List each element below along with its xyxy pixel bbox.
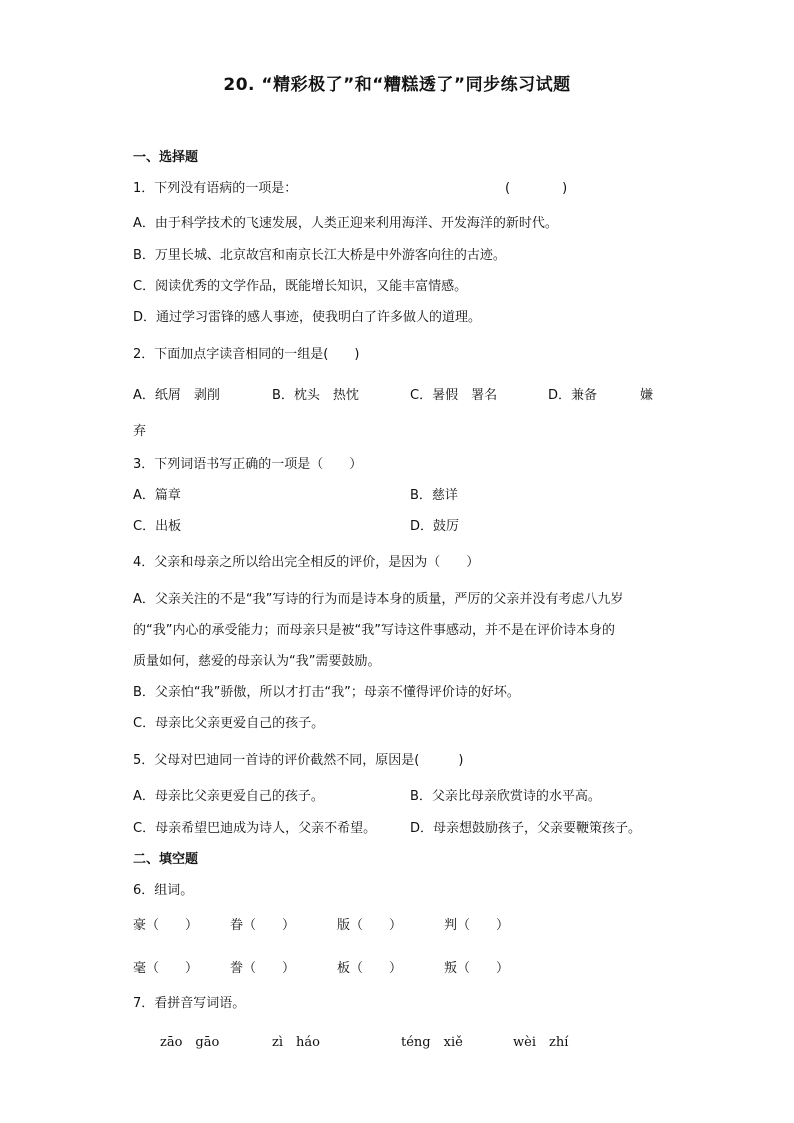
q7-pinyin-zihao: zì háo	[272, 1035, 320, 1050]
q4-option-a-line1: A．父亲关注的不是“我”写诗的行为而是诗本身的质量，严厉的父亲并没有考虑八九岁	[133, 592, 624, 607]
section-choice-heading: 一、选择题	[133, 150, 199, 165]
q6-word-juan: 眷（ ）	[230, 918, 296, 933]
q1-option-c: C．阅读优秀的文学作品，既能增长知识，又能丰富情感。	[133, 279, 468, 294]
q6-word-pan: 判（ ）	[444, 918, 510, 933]
q6-word-ban: 版（ ）	[337, 918, 403, 933]
q2-option-d: D．兼备	[548, 388, 598, 403]
q1-option-b: B．万里长城、北京故宫和南京长江大桥是中外游客向往的古迹。	[133, 248, 506, 263]
q5-option-b: B．父亲比母亲欣赏诗的水平高。	[410, 789, 601, 804]
q6-word-hao: 豪（ ）	[133, 918, 199, 933]
q7-pinyin-tengxie: téng xiě	[401, 1035, 463, 1050]
q2-stem: 2．下面加点字读音相同的一组是( )	[133, 347, 360, 362]
page-title: 20. “精彩极了”和“糟糕透了”同步练习试题	[223, 75, 571, 95]
q3-option-a: A．篇章	[133, 488, 181, 503]
q7-pinyin-weizhi: wèi zhí	[513, 1035, 569, 1050]
q1-option-d: D．通过学习雷锋的感人事迹，使我明白了许多做人的道理。	[133, 310, 482, 325]
q5-stem: 5．父母对巴迪同一首诗的评价截然不同，原因是( )	[133, 753, 464, 768]
q2-option-d-wrap: 弃	[133, 424, 147, 439]
q7-stem: 7．看拼音写词语。	[133, 996, 246, 1011]
q6-word-hao2: 毫（ ）	[133, 961, 199, 976]
q6-word-teng: 誊（ ）	[230, 961, 296, 976]
q2-option-b: B．枕头 热忱	[272, 388, 359, 403]
q7-pinyin-zaogao: zāo gāo	[160, 1035, 220, 1050]
q4-option-b: B．父亲怕“我”骄傲，所以才打击“我”；母亲不懂得评价诗的好坏。	[133, 685, 520, 700]
q6-word-pan2: 叛（ ）	[444, 961, 510, 976]
q1-answer-paren: ( )	[505, 181, 568, 196]
q5-option-d: D．母亲想鼓励孩子，父亲要鞭策孩子。	[410, 821, 642, 836]
q4-option-c: C．母亲比父亲更爱自己的孩子。	[133, 716, 325, 731]
q6-stem: 6．组词。	[133, 883, 194, 898]
q5-option-c: C．母亲希望巴迪成为诗人，父亲不希望。	[133, 821, 377, 836]
q3-option-b: B．慈详	[410, 488, 458, 503]
q2-option-c: C．暑假 署名	[410, 388, 498, 403]
q4-option-a-line3: 质量如何，慈爱的母亲认为“我”需要鼓励。	[133, 654, 381, 669]
q2-option-a: A．纸屑 剥削	[133, 388, 220, 403]
q3-stem: 3．下列词语书写正确的一项是（ ）	[133, 457, 363, 472]
q2-option-d-cont: 嫌	[640, 388, 654, 403]
q5-option-a: A．母亲比父亲更爱自己的孩子。	[133, 789, 324, 804]
q3-option-d: D．鼓厉	[410, 519, 460, 534]
q1-option-a: A．由于科学技术的飞速发展，人类正迎来利用海洋、开发海洋的新时代。	[133, 216, 558, 231]
q6-word-ban2: 板（ ）	[337, 961, 403, 976]
q1-stem: 1．下列没有语病的一项是：	[133, 181, 298, 196]
section-fill-heading: 二、填空题	[133, 852, 199, 867]
q4-option-a-line2: 的“我”内心的承受能力；而母亲只是被“我”写诗这件事感动，并不是在评价诗本身的	[133, 623, 615, 638]
q3-option-c: C．出板	[133, 519, 182, 534]
q4-stem: 4．父亲和母亲之所以给出完全相反的评价，是因为（ ）	[133, 555, 480, 570]
